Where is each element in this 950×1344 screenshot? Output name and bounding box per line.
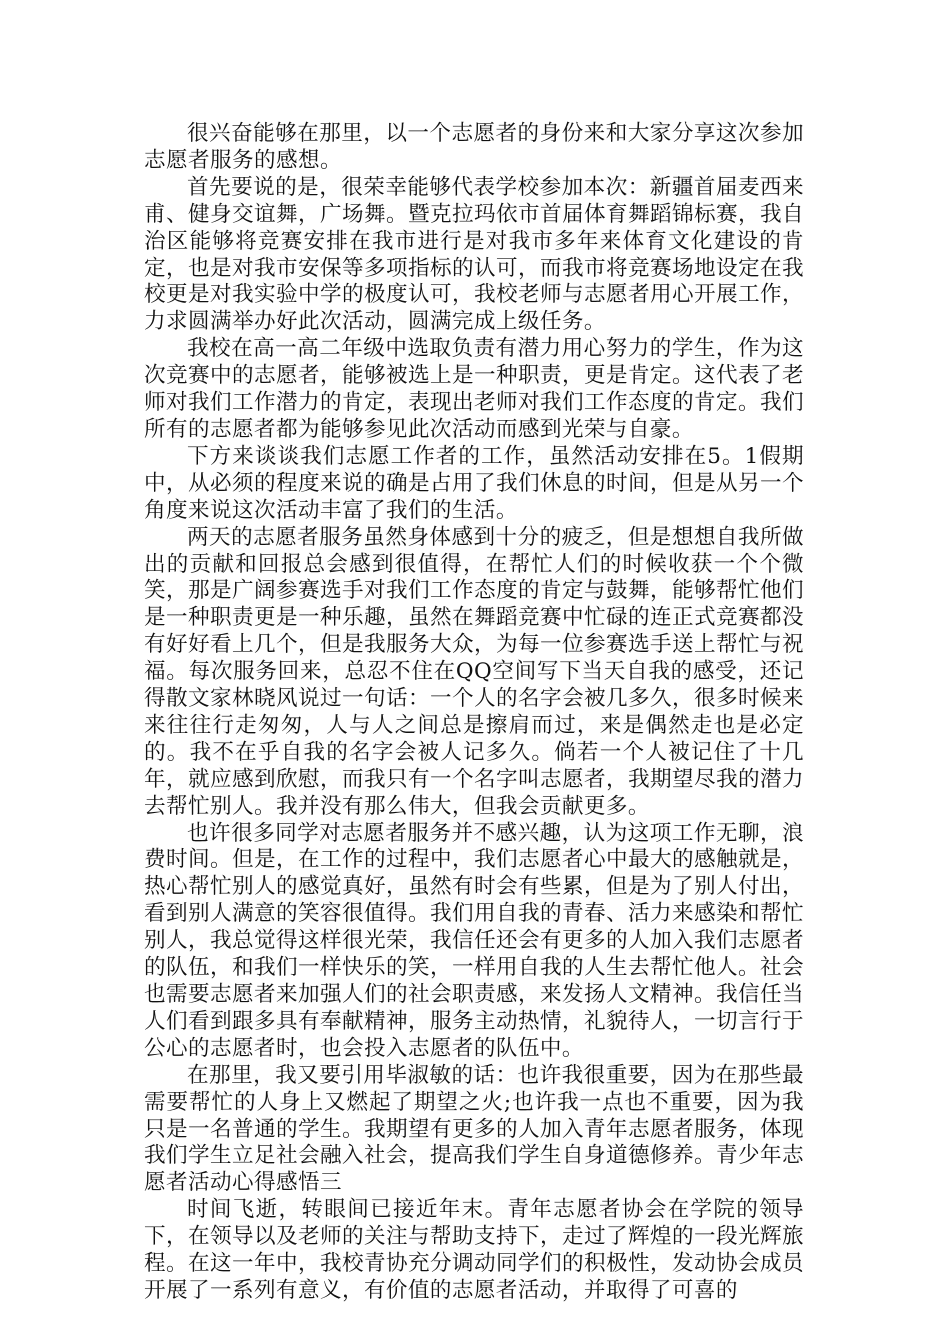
paragraph-7: 在那里，我又要引用毕淑敏的话：也许我很重要，因为在那些最需要帮忙的人身上又燃起了期望之火;也许我一点也不重要，因为我只是一名普通的学生。我期望有更多的人加入青年志愿者服务，体现我们学生立足社会融入社会，提高我们学生自身道德修养。青少年志愿者活动心得感悟三 (144, 1062, 804, 1196)
paragraph-2: 首先要说的是，很荣幸能够代表学校参加本次：新疆首届麦西来甫、健身交谊舞，广场舞。暨克拉玛依市首届体育舞蹈锦标赛，我自治区能够将竞赛安排在我市进行是对我市多年来体育文化建设的肯定，也是对我市安保等多项指标的认可，而我市将竞赛场地设定在我校更是对我实验中学的极度认可，我校老师与志愿者用心开展工作，力求圆满举办好此次活动，圆满完成上级任务。 (144, 174, 804, 335)
paragraph-4: 下方来谈谈我们志愿工作者的工作，虽然活动安排在5。1假期中，从必须的程度来说的确是占用了我们休息的时间，但是从另一个角度来说这次活动丰富了我们的生活。 (144, 443, 804, 523)
paragraph-5: 两天的志愿者服务虽然身体感到十分的疲乏，但是想想自我所做出的贡献和回报总会感到很值得，在帮忙人们的时候收获一个个微笑，那是广阔参赛选手对我们工作态度的肯定与鼓舞，能够帮忙他们是一种职责更是一种乐趣，虽然在舞蹈竞赛中忙碌的连正式竞赛都没有好好看上几个，但是我服务大众，为每一位参赛选手送上帮忙与祝福。每次服务回来，总忍不住在QQ空间写下当天自我的感受，还记得散文家林晓风说过一句话：一个人的名字会被几多久，很多时候来来往往行走匆匆，人与人之间总是擦肩而过，来是偶然走也是必定的。我不在乎自我的名字会被人记多久。倘若一个人被记住了十几年，就应感到欣慰，而我只有一个名字叫志愿者，我期望尽我的潜力去帮忙别人。我并没有那么伟大，但我会贡献更多。 (144, 524, 804, 819)
paragraph-1: 很兴奋能够在那里，以一个志愿者的身份来和大家分享这次参加志愿者服务的感想。 (144, 121, 804, 173)
paragraph-8: 时间飞逝，转眼间已接近年末。青年志愿者协会在学院的领导下，在领导以及老师的关注与帮助支持下，走过了辉煌的一段光辉旅程。在这一年中，我校青协充分调动同学们的积极性，发动协会成员开展了一系列有意义，有价值的志愿者活动，并取得了可喜的 (144, 1197, 804, 1303)
document-body (144, 121, 804, 1305)
paragraph-3: 我校在高一高二年级中选取负责有潜力用心努力的学生，作为这次竞赛中的志愿者，能够被选上是一种职责，更是肯定。这代表了老师对我们工作潜力的肯定，表现出老师对我们工作态度的肯定。我们所有的志愿者都为能够参见此次活动而感到光荣与自豪。 (144, 336, 804, 442)
paragraph-6: 也许很多同学对志愿者服务并不感兴趣，认为这项工作无聊，浪费时间。但是，在工作的过程中，我们志愿者心中最大的感触就是，热心帮忙别人的感觉真好，虽然有时会有些累，但是为了别人付出，看到别人满意的笑容很值得。我们用自我的青春、活力来感染和帮忙别人，我总觉得这样很光荣，我信任还会有更多的人加入我们志愿者的队伍，和我们一样快乐的笑，一样用自我的人生去帮忙他人。社会也需要志愿者来加强人们的社会职责感，来发扬人文精神。我信任当人们看到跟多具有奉献精神，服务主动热情，礼貌待人，一切言行于公心的志愿者时，也会投入志愿者的队伍中。 (144, 820, 804, 1061)
